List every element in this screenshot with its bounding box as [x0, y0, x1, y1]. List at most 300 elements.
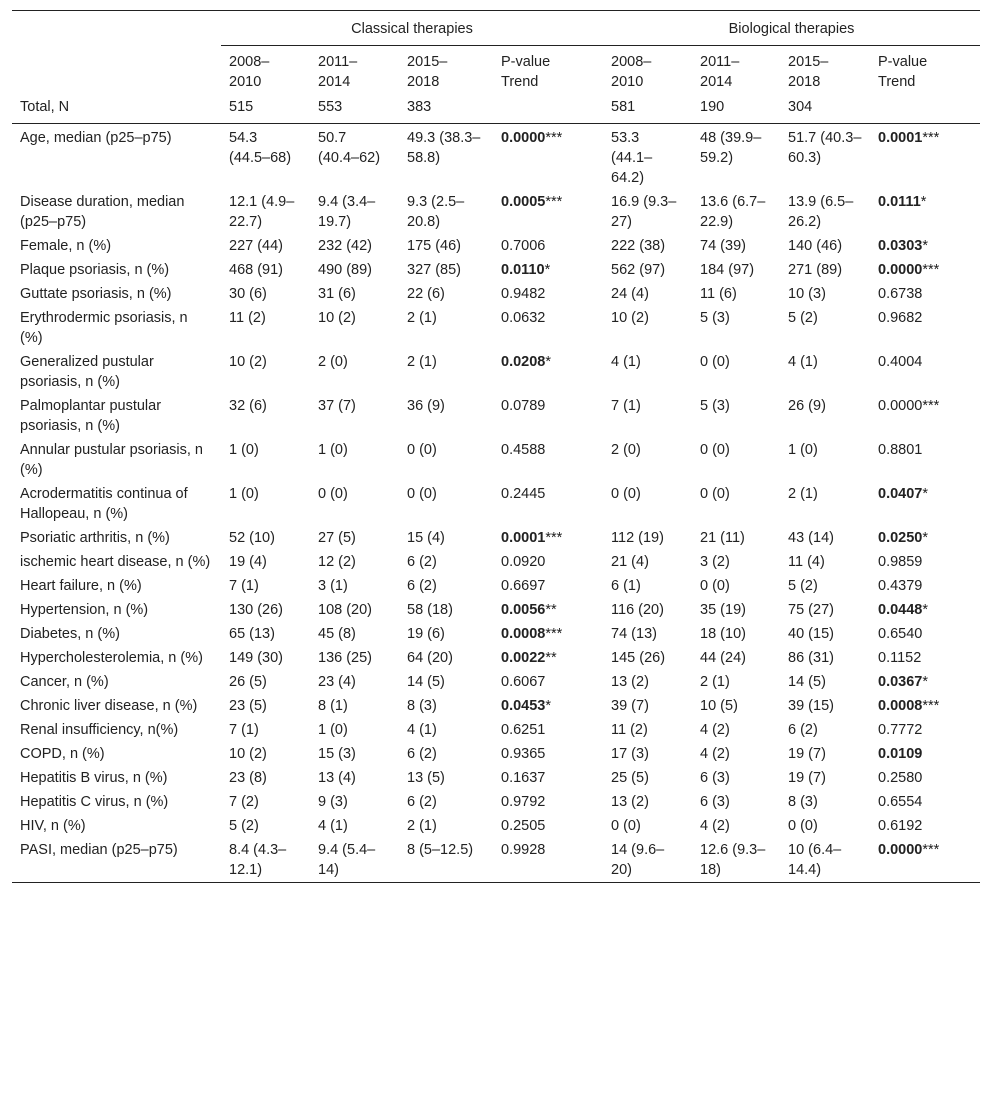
cell-value: 3 (2) — [700, 554, 730, 570]
value-cell — [310, 598, 399, 622]
p-value-cell — [493, 694, 603, 718]
cell-value: 52 (10) — [229, 530, 275, 546]
value-cell — [221, 550, 310, 574]
p-value-cell — [493, 350, 603, 394]
value-cell — [692, 574, 780, 598]
cell-value: 0.9682 — [878, 310, 923, 326]
value-cell — [399, 718, 493, 742]
p-value-cell — [493, 742, 603, 766]
value-cell — [603, 814, 692, 838]
p-value-cell — [493, 838, 603, 883]
significance-stars: * — [922, 486, 929, 502]
row-label: Age, median (p25–p75) — [20, 130, 172, 146]
cell-value: 13.9 (6.5–26.2) — [788, 194, 854, 230]
value-cell — [310, 438, 399, 482]
p-value-cell — [870, 742, 980, 766]
value-cell — [780, 670, 870, 694]
cell-value: 222 (38) — [611, 238, 666, 254]
value-cell — [310, 526, 399, 550]
row-label: Renal insufficiency, n(%) — [20, 722, 179, 738]
cell-value: 6 (2) — [788, 722, 818, 738]
value-cell — [221, 766, 310, 790]
cell-value: 0.0632 — [501, 310, 546, 326]
cell-value: 44 (24) — [700, 650, 746, 666]
significance-stars: *** — [922, 398, 940, 414]
value-cell — [692, 258, 780, 282]
p-value-cell — [493, 766, 603, 790]
value-cell — [221, 646, 310, 670]
p-value-cell — [870, 670, 980, 694]
characteristics-table — [12, 10, 980, 883]
cell-value: 2 (1) — [407, 818, 437, 834]
value-cell — [399, 646, 493, 670]
total-cell — [870, 97, 980, 124]
value-cell — [399, 742, 493, 766]
cell-value: 24 (4) — [611, 286, 649, 302]
cell-value: 21 (11) — [700, 530, 745, 546]
significance-stars: * — [545, 698, 552, 714]
cell-value: 65 (13) — [229, 626, 275, 642]
value-cell — [399, 350, 493, 394]
value-cell — [310, 234, 399, 258]
value-cell — [399, 526, 493, 550]
cell-value: 0.6192 — [878, 818, 923, 834]
value-cell — [780, 438, 870, 482]
value-cell — [780, 694, 870, 718]
table-row — [12, 234, 980, 258]
value-cell — [692, 234, 780, 258]
p-value-cell — [493, 282, 603, 306]
value-cell — [603, 742, 692, 766]
cell-value: 58 (18) — [407, 602, 453, 618]
cell-value: 2 (1) — [788, 486, 818, 502]
cell-value: 0.6540 — [878, 626, 923, 642]
value-cell — [399, 814, 493, 838]
cell-value: 64 (20) — [407, 650, 453, 666]
cell-value: 0 (0) — [788, 818, 818, 834]
cell-value: 140 (46) — [788, 238, 843, 254]
value-cell — [399, 574, 493, 598]
table-row — [12, 718, 980, 742]
cell-value: 11 (4) — [788, 554, 825, 570]
cell-value: 0.9482 — [501, 286, 546, 302]
total-cell — [493, 97, 603, 124]
cell-value: 0 (0) — [318, 486, 348, 502]
cell-value: 19 (6) — [407, 626, 445, 642]
cell-value: 0 (0) — [700, 354, 730, 370]
table-row — [12, 394, 980, 438]
significance-stars: *** — [922, 842, 940, 858]
value-cell — [780, 574, 870, 598]
table-row — [12, 838, 980, 883]
value-cell — [780, 306, 870, 350]
total-cell: 581 — [603, 97, 692, 124]
cell-value: 13 (4) — [318, 770, 356, 786]
table-row — [12, 790, 980, 814]
value-cell — [603, 838, 692, 883]
value-cell — [399, 622, 493, 646]
cell-value: 149 (30) — [229, 650, 284, 666]
p-value-cell — [493, 550, 603, 574]
row-label: Erythrodermic psoriasis, n (%) — [20, 310, 188, 346]
value-cell — [692, 838, 780, 883]
cell-value: 0.0000 — [878, 398, 923, 414]
cell-value: 4 (2) — [700, 722, 730, 738]
cell-value: 37 (7) — [318, 398, 356, 414]
row-label: Generalized pustular psoriasis, n (%) — [20, 354, 154, 390]
value-cell — [310, 790, 399, 814]
cell-value: 0.0111 — [878, 194, 921, 210]
value-cell — [221, 814, 310, 838]
cell-value: 13 (2) — [611, 674, 649, 690]
cell-value: 0.0250 — [878, 530, 923, 546]
row-label: Hypertension, n (%) — [20, 602, 149, 618]
value-cell — [310, 124, 399, 191]
cell-value: 7 (1) — [611, 398, 641, 414]
p-value-cell — [870, 646, 980, 670]
row-label: Plaque psoriasis, n (%) — [20, 262, 170, 278]
value-cell — [399, 550, 493, 574]
value-cell — [399, 438, 493, 482]
value-cell — [221, 438, 310, 482]
p-value-cell — [870, 550, 980, 574]
value-cell — [692, 282, 780, 306]
table-row — [12, 482, 980, 526]
row-label: PASI, median (p25–p75) — [12, 838, 221, 883]
value-cell — [221, 482, 310, 526]
cell-value: 9 (3) — [318, 794, 348, 810]
value-cell — [221, 350, 310, 394]
cell-value: 0 (0) — [700, 442, 730, 458]
value-cell — [310, 282, 399, 306]
row-label: Cancer, n (%) — [20, 674, 109, 690]
value-cell — [603, 766, 692, 790]
value-cell — [399, 234, 493, 258]
value-cell — [221, 742, 310, 766]
significance-stars: * — [922, 674, 929, 690]
cell-value: 8 (3) — [407, 698, 437, 714]
table-row — [12, 550, 980, 574]
cell-value: 9.3 (2.5–20.8) — [407, 194, 465, 230]
cell-value: 490 (89) — [318, 262, 373, 278]
table-row — [12, 438, 980, 482]
value-cell — [780, 234, 870, 258]
value-cell — [692, 718, 780, 742]
p-value-cell — [493, 646, 603, 670]
significance-stars: * — [922, 602, 929, 618]
cell-value: 0.0001 — [501, 530, 546, 546]
value-cell — [692, 550, 780, 574]
value-cell — [780, 622, 870, 646]
cell-value: 19 (7) — [788, 746, 826, 762]
group-header-biological: Biological therapies — [603, 11, 980, 46]
cell-value: 6 (3) — [700, 770, 730, 786]
cell-value: 0.0056 — [501, 602, 546, 618]
value-cell — [399, 124, 493, 191]
value-cell — [221, 234, 310, 258]
value-cell — [603, 282, 692, 306]
value-cell — [780, 598, 870, 622]
value-cell — [692, 766, 780, 790]
cell-value: 0.0208 — [501, 354, 546, 370]
column-header: P-value Trend — [878, 54, 928, 90]
value-cell — [221, 282, 310, 306]
cell-value: 0.0109 — [878, 746, 923, 762]
value-cell — [603, 306, 692, 350]
value-cell — [603, 790, 692, 814]
p-value-cell — [870, 234, 980, 258]
value-cell — [780, 394, 870, 438]
cell-value: 23 (5) — [229, 698, 267, 714]
cell-value: 4 (1) — [788, 354, 818, 370]
row-label: Disease duration, median (p25–p75) — [20, 194, 185, 230]
p-value-cell — [493, 814, 603, 838]
value-cell — [692, 124, 780, 191]
cell-value: 9.4 (5.4–14) — [318, 842, 376, 878]
cell-value: 6 (1) — [611, 578, 641, 594]
cell-value: 0.0000 — [878, 842, 923, 858]
value-cell — [780, 482, 870, 526]
significance-stars: *** — [545, 130, 563, 146]
cell-value: 23 (4) — [318, 674, 356, 690]
value-cell — [603, 718, 692, 742]
cell-value: 184 (97) — [700, 262, 755, 278]
cell-value: 6 (2) — [407, 794, 437, 810]
value-cell — [692, 394, 780, 438]
cell-value: 8 (1) — [318, 698, 348, 714]
value-cell — [692, 598, 780, 622]
cell-value: 0.2445 — [501, 486, 546, 502]
cell-value: 0 (0) — [611, 486, 641, 502]
p-value-cell — [870, 526, 980, 550]
cell-value: 2 (1) — [407, 310, 437, 326]
p-value-cell — [870, 718, 980, 742]
p-value-cell — [493, 124, 603, 191]
value-cell — [399, 766, 493, 790]
cell-value: 5 (2) — [788, 310, 818, 326]
value-cell — [780, 124, 870, 191]
p-value-cell — [870, 482, 980, 526]
p-value-cell — [870, 394, 980, 438]
cell-value: 15 (3) — [318, 746, 356, 762]
cell-value: 0 (0) — [407, 486, 437, 502]
cell-value: 2 (0) — [318, 354, 348, 370]
cell-value: 74 (39) — [700, 238, 746, 254]
cell-value: 0.9365 — [501, 746, 546, 762]
cell-value: 0.0789 — [501, 398, 546, 414]
value-cell — [603, 670, 692, 694]
cell-value: 10 (5) — [700, 698, 738, 714]
significance-stars: *** — [922, 698, 940, 714]
cell-value: 36 (9) — [407, 398, 445, 414]
row-label: Palmoplantar pustular psoriasis, n (%) — [20, 398, 162, 434]
cell-value: 10 (2) — [318, 310, 356, 326]
cell-value: 32 (6) — [229, 398, 267, 414]
table-row — [12, 742, 980, 766]
cell-value: 75 (27) — [788, 602, 834, 618]
row-label: HIV, n (%) — [20, 818, 86, 834]
value-cell — [780, 766, 870, 790]
cell-value: 50.7 (40.4–62) — [318, 130, 381, 166]
p-value-cell — [493, 718, 603, 742]
p-value-cell — [493, 790, 603, 814]
cell-value: 0.6251 — [501, 722, 546, 738]
cell-value: 175 (46) — [407, 238, 462, 254]
p-value-cell — [493, 670, 603, 694]
cell-value: 35 (19) — [700, 602, 746, 618]
cell-value: 26 (5) — [229, 674, 267, 690]
cell-value: 271 (89) — [788, 262, 843, 278]
cell-value: 12.1 (4.9–22.7) — [229, 194, 295, 230]
significance-stars: *** — [545, 626, 563, 642]
p-value-cell — [870, 282, 980, 306]
group-header-classical: Classical therapies — [221, 11, 603, 46]
corner-cell — [12, 46, 221, 98]
row-label: Chronic liver disease, n (%) — [20, 698, 198, 714]
value-cell — [603, 526, 692, 550]
cell-value: 53.3 (44.1–64.2) — [611, 130, 653, 186]
value-cell — [692, 526, 780, 550]
cell-value: 1 (0) — [229, 486, 259, 502]
value-cell — [221, 718, 310, 742]
cell-value: 7 (1) — [229, 722, 259, 738]
cell-value: 108 (20) — [318, 602, 373, 618]
cell-value: 19 (7) — [788, 770, 826, 786]
table-row — [12, 670, 980, 694]
cell-value: 0.2580 — [878, 770, 923, 786]
cell-value: 0.8801 — [878, 442, 923, 458]
value-cell — [310, 306, 399, 350]
table-row — [12, 306, 980, 350]
cell-value: 0.9859 — [878, 554, 923, 570]
value-cell — [310, 482, 399, 526]
value-cell — [310, 622, 399, 646]
table-row — [12, 574, 980, 598]
value-cell — [780, 190, 870, 234]
total-cell: 304 — [780, 97, 870, 124]
cell-value: 2 (0) — [611, 442, 641, 458]
value-cell — [692, 482, 780, 526]
total-label: Total, N — [12, 97, 221, 124]
column-header: 2011– 2014 — [700, 54, 740, 90]
p-value-cell — [870, 124, 980, 191]
value-cell — [603, 190, 692, 234]
value-cell — [221, 306, 310, 350]
value-cell — [780, 550, 870, 574]
cell-value: 0.0303 — [878, 238, 923, 254]
cell-value: 12 (2) — [318, 554, 356, 570]
table-row — [12, 766, 980, 790]
value-cell — [310, 814, 399, 838]
cell-value: 16.9 (9.3–27) — [611, 194, 677, 230]
table-row — [12, 258, 980, 282]
p-value-cell — [493, 394, 603, 438]
value-cell — [399, 598, 493, 622]
p-value-cell — [493, 438, 603, 482]
value-cell — [692, 350, 780, 394]
value-cell — [692, 790, 780, 814]
cell-value: 0.6554 — [878, 794, 923, 810]
cell-value: 136 (25) — [318, 650, 373, 666]
value-cell — [780, 350, 870, 394]
row-label: Guttate psoriasis, n (%) — [20, 286, 172, 302]
cell-value: 0 (0) — [700, 486, 730, 502]
cell-value: 327 (85) — [407, 262, 462, 278]
cell-value: 48 (39.9–59.2) — [700, 130, 762, 166]
cell-value: 14 (5) — [407, 674, 445, 690]
cell-value: 54.3 (44.5–68) — [229, 130, 292, 166]
cell-value: 30 (6) — [229, 286, 267, 302]
cell-value: 0.0022 — [501, 650, 546, 666]
value-cell — [399, 694, 493, 718]
value-cell — [221, 190, 310, 234]
cell-value: 468 (91) — [229, 262, 284, 278]
cell-value: 0 (0) — [611, 818, 641, 834]
row-label: Female, n (%) — [20, 238, 112, 254]
value-cell — [692, 190, 780, 234]
value-cell — [221, 574, 310, 598]
p-value-cell — [870, 258, 980, 282]
value-cell — [310, 718, 399, 742]
value-cell — [221, 670, 310, 694]
p-value-cell — [870, 190, 980, 234]
cell-value: 4 (2) — [700, 746, 730, 762]
column-header: 2015– 2018 — [407, 54, 448, 90]
cell-value: 11 (6) — [700, 286, 737, 302]
p-value-cell — [493, 482, 603, 526]
cell-value: 14 (5) — [788, 674, 826, 690]
cell-value: 0.6067 — [501, 674, 546, 690]
significance-stars: ** — [545, 602, 557, 618]
p-value-cell — [870, 574, 980, 598]
value-cell — [310, 838, 399, 883]
cell-value: 25 (5) — [611, 770, 649, 786]
cell-value: 0.0000 — [501, 130, 546, 146]
cell-value: 145 (26) — [611, 650, 666, 666]
cell-value: 1 (0) — [318, 722, 348, 738]
value-cell — [603, 124, 692, 191]
column-header: 2011– 2014 — [318, 54, 358, 90]
cell-value: 10 (6.4–14.4) — [788, 842, 842, 878]
table-row — [12, 282, 980, 306]
p-value-cell — [493, 598, 603, 622]
significance-stars: ** — [545, 650, 557, 666]
cell-value: 0.0008 — [501, 626, 546, 642]
p-value-cell — [493, 190, 603, 234]
value-cell — [603, 574, 692, 598]
cell-value: 6 (2) — [407, 746, 437, 762]
value-cell — [603, 622, 692, 646]
value-cell — [310, 550, 399, 574]
p-value-cell — [870, 598, 980, 622]
cell-value: 12.6 (9.3–18) — [700, 842, 766, 878]
cell-value: 10 (2) — [611, 310, 649, 326]
cell-value: 0.4379 — [878, 578, 923, 594]
cell-value: 8 (5–12.5) — [407, 842, 474, 858]
value-cell — [780, 646, 870, 670]
table-row — [12, 598, 980, 622]
p-value-cell — [870, 306, 980, 350]
table-body — [12, 124, 980, 883]
cell-value: 15 (4) — [407, 530, 445, 546]
p-value-cell — [870, 622, 980, 646]
value-cell — [603, 234, 692, 258]
row-label: Hepatitis B virus, n (%) — [20, 770, 168, 786]
cell-value: 1 (0) — [229, 442, 259, 458]
value-cell — [692, 622, 780, 646]
cell-value: 0.0920 — [501, 554, 546, 570]
cell-value: 130 (26) — [229, 602, 284, 618]
